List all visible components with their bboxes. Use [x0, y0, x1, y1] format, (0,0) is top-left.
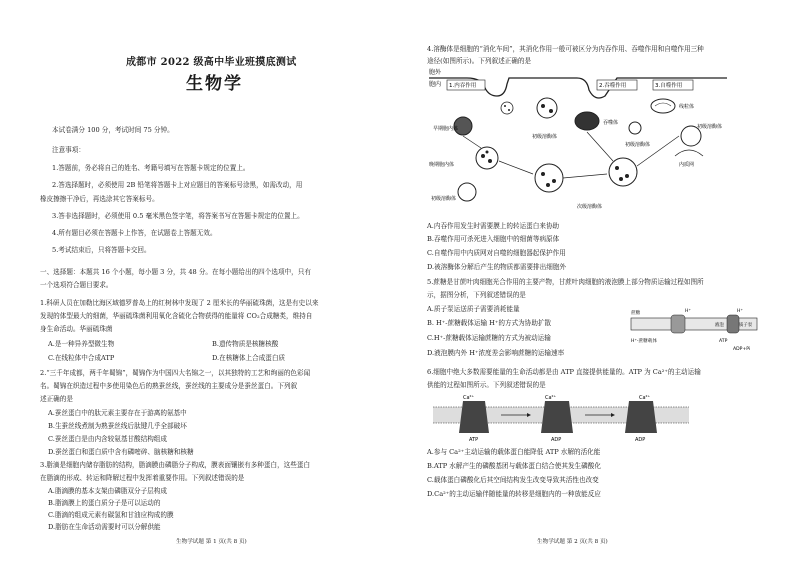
label-ca-1: Ca²⁺: [463, 395, 475, 401]
label-atp-5: ATP: [719, 339, 728, 344]
q6-option-d: D.Ca²⁺的主动运输伴随能量的转移是细胞内的一种放能反应: [427, 490, 601, 498]
label-primary-lysosome-1: 初级溶酶体: [625, 142, 651, 148]
label-er: 内质网: [679, 162, 695, 168]
label-autophagy: 3.自噬作用: [655, 83, 683, 89]
label-early-lysosome: 初级溶酶体: [532, 134, 558, 140]
label-sucrose: 蔗糖: [631, 311, 641, 316]
q1-option-d: D.在核糖体上合成蛋白质: [212, 354, 286, 362]
note-3: 3.答非选择题时，必须使用 0.5 毫米黑色签字笔，将答案书写在答题卡规定的位置上。: [52, 212, 304, 220]
q4-option-c: C.自噬作用中内质网对自噬的细胞器起保护作用: [427, 249, 566, 257]
label-sucrose-carrier: H⁺-蔗糖载体: [631, 339, 657, 344]
page-2: [397, 0, 794, 561]
q1-stem-1: 1.科研人员在加勒比海区域德罗普岛上的红树林中发现了 2 厘米长的华丽硫珠菌，这是有史以来: [40, 299, 319, 307]
q5-option-a: A.质子泵运送质子需要消耗能量: [427, 305, 520, 313]
q6-option-c: C.载体蛋白磷酸化后其空间结构发生改变导致其活性也改变: [427, 476, 599, 484]
notes-heading: 注意事项：: [52, 146, 85, 154]
q3-option-b: B.脂滴膜上的蛋白质分子是可以运动的: [48, 499, 161, 507]
q2-option-c: C.蚕丝蛋白是由内含较氨基甘酸结构组成: [48, 435, 167, 443]
exam-intro: 本试卷满分 100 分，考试时间 75 分钟。: [52, 126, 174, 134]
q5-stem-1: 5.蔗糖是甘蔗叶肉细胞光合作用的主要产物，甘蔗叶肉细胞的液泡膜上部分物质运输过程如图所: [427, 278, 704, 286]
lysosome-pathway-diagram: [427, 66, 727, 216]
q3-option-d: D.脂肪在生命活动需要时可以分解供能: [48, 523, 161, 531]
q4-option-a: A.内吞作用发生时需要膜上的转运蛋白来协助: [427, 222, 560, 230]
vacuole-membrane-diagram: [629, 302, 759, 354]
q6-option-a: A.参与 Ca²⁺主动运输的载体蛋白能降低 ATP 水解的活化能: [427, 448, 601, 456]
q5-option-b: B. H⁺-蔗糖载体运输 H⁺的方式为协助扩散: [427, 319, 552, 327]
label-ca-3: Ca²⁺: [639, 395, 651, 401]
label-adp-6a: ADP: [551, 437, 562, 443]
page-footer: 生物学试题 第 2 页(共 8 页): [537, 539, 608, 545]
section-heading: 一、选择题：本题共 16 个小题，每小题 3 分，共 48 分。在每小题给出的四个选项中，只有: [40, 268, 311, 276]
label-secondary-lysosome: 次级溶酶体: [577, 204, 603, 210]
q2-option-d: D.蚕丝蛋白和蛋白质中含有磷嘧碎、脑核糖和核糖: [48, 448, 194, 456]
label-adp-6b: ADP: [635, 437, 646, 443]
page-footer: 生物学试题 第 1 页(共 8 页): [176, 539, 247, 545]
ca-pump-diagram: [433, 393, 689, 443]
q1-stem-2: 发现的体型最大的细菌，华丽硫珠菌利用氧化含硫化合物获得的能量将 CO₂合成糖类，维持自: [40, 312, 313, 320]
q3-stem-1: 3.脂滴是细胞内储存脂肪的结构，脂滴膜由磷脂分子构成，膜表面镶嵌有多种蛋白，这些蛋白: [40, 461, 311, 469]
label-outside: 胞外: [429, 69, 442, 76]
q1-option-c: C.在线粒体中合成ATP: [48, 354, 115, 362]
label-late-endosome: 晚期胞内体: [429, 162, 455, 168]
q3-option-c: C.脂滴的组成元素有碳氢和甘油应构成的膜: [48, 511, 174, 519]
q6-stem-2: 供能的过程如图所示。下列叙述错误的是: [427, 381, 546, 389]
q2-stem-1: 2.“三千年成都，两千年蜀锦”，蜀锦作为中国四大名锦之一，以其独特的工艺和绚丽的色彩闻: [40, 369, 311, 377]
q4-stem-2: 途径(如图所示)。下列叙述正确的是: [427, 57, 532, 65]
label-phagocytosis: 2.吞噬作用: [599, 83, 627, 89]
label-ca-2: Ca²⁺: [545, 395, 557, 401]
label-endocytosis: 1.内吞作用: [449, 83, 477, 89]
label-h-top-2: H⁺: [737, 309, 743, 314]
q4-option-d: D.被溶酶体分解后产生的物质都需要排出细胞外: [427, 263, 567, 271]
exam-title: 成都市 2022 级高中毕业班摸底测试: [126, 57, 297, 68]
q4-stem-1: 4.溶酶体是细胞的“消化车间”，其消化作用一般可被区分为内吞作用、吞噬作用和自噬作用三种: [427, 45, 704, 53]
q1-option-b: B.遗传物质是核糖核酸: [212, 340, 279, 348]
q3-option-a: A.脂滴膜的基本支架由磷脂双分子层构成: [48, 487, 167, 495]
label-early-endosome: 早期胞内体: [433, 126, 459, 132]
label-primary-lysosome-3: 初级溶酶体: [431, 196, 457, 202]
q4-option-b: B.吞噬作用可杀死进入细胞中的细菌等病原体: [427, 235, 560, 243]
q2-option-b: B.生蚕丝线煮制为熟蚕丝线后肽键几乎全部破坏: [48, 422, 187, 430]
subject-title: 生物学: [186, 74, 243, 94]
q1-option-a: A.是一种异养型微生物: [48, 340, 115, 348]
q6-stem-1: 6.细胞中绝大多数需要能量的生命活动都是由 ATP 直接提供能量的。ATP 为 Ca²⁺的主动运输: [427, 368, 701, 376]
label-h-top: H⁺: [685, 309, 691, 314]
label-adp-pi-5: ADP+Pi: [733, 347, 751, 352]
section-heading-cont: 一个选项符合题目要求。: [40, 281, 113, 289]
label-atp-6: ATP: [469, 437, 479, 443]
q1-stem-3: 身生命活动。华丽硫珠菌: [40, 325, 113, 333]
note-5: 5.考试结束后，只将答题卡交回。: [52, 246, 151, 254]
label-mitochondrion: 线粒体: [679, 104, 695, 110]
q2-option-a: A.蚕丝蛋白中的肽元素主要存在于游离的氨基中: [48, 409, 187, 417]
q3-stem-2: 在脂滴的形成、转运和降解过程中发挥着重要作用。下列叙述错误的是: [40, 474, 245, 482]
note-4: 4.所有题目必须在答题卡上作答，在试题卷上答题无效。: [52, 229, 217, 237]
label-proton-pump: 质子泵: [739, 323, 753, 328]
label-inside: 胞内: [429, 81, 442, 88]
q5-stem-2: 示，据图分析，下列叙述错误的是: [427, 291, 526, 299]
q6-option-b: B.ATP 水解产生的磷酸基团与载体蛋白结合使其发生磷酸化: [427, 462, 601, 470]
note-2-cont: 橡皮擦擦干净后，再选涂其它答案标号。: [40, 195, 159, 203]
q2-stem-2: 名。蜀锦在织造过程中多使用染色后的熟蚕丝线，蚕丝线的主要成分是蚕丝蛋白。下列叙: [40, 382, 298, 390]
label-primary-lysosome-2: 初级溶酶体: [697, 124, 723, 130]
q2-stem-3: 述正确的是: [40, 395, 73, 403]
note-1: 1.答题前，务必将自己的姓名、考籍号填写在答题卡规定的位置上。: [52, 164, 250, 172]
q5-option-d: D.液泡膜内外 H⁺浓度差会影响蔗糖的运输速率: [427, 349, 565, 357]
label-phagosome: 吞噬体: [603, 120, 619, 126]
label-vacuole: 液泡: [715, 323, 724, 328]
note-2: 2.答选择题时，必须使用 2B 铅笔将答题卡上对应题目的答案标号涂黑，如需改动，用: [52, 181, 303, 189]
q5-option-c: C.H⁺-蔗糖载体运输蔗糖的方式为被动运输: [427, 334, 551, 342]
